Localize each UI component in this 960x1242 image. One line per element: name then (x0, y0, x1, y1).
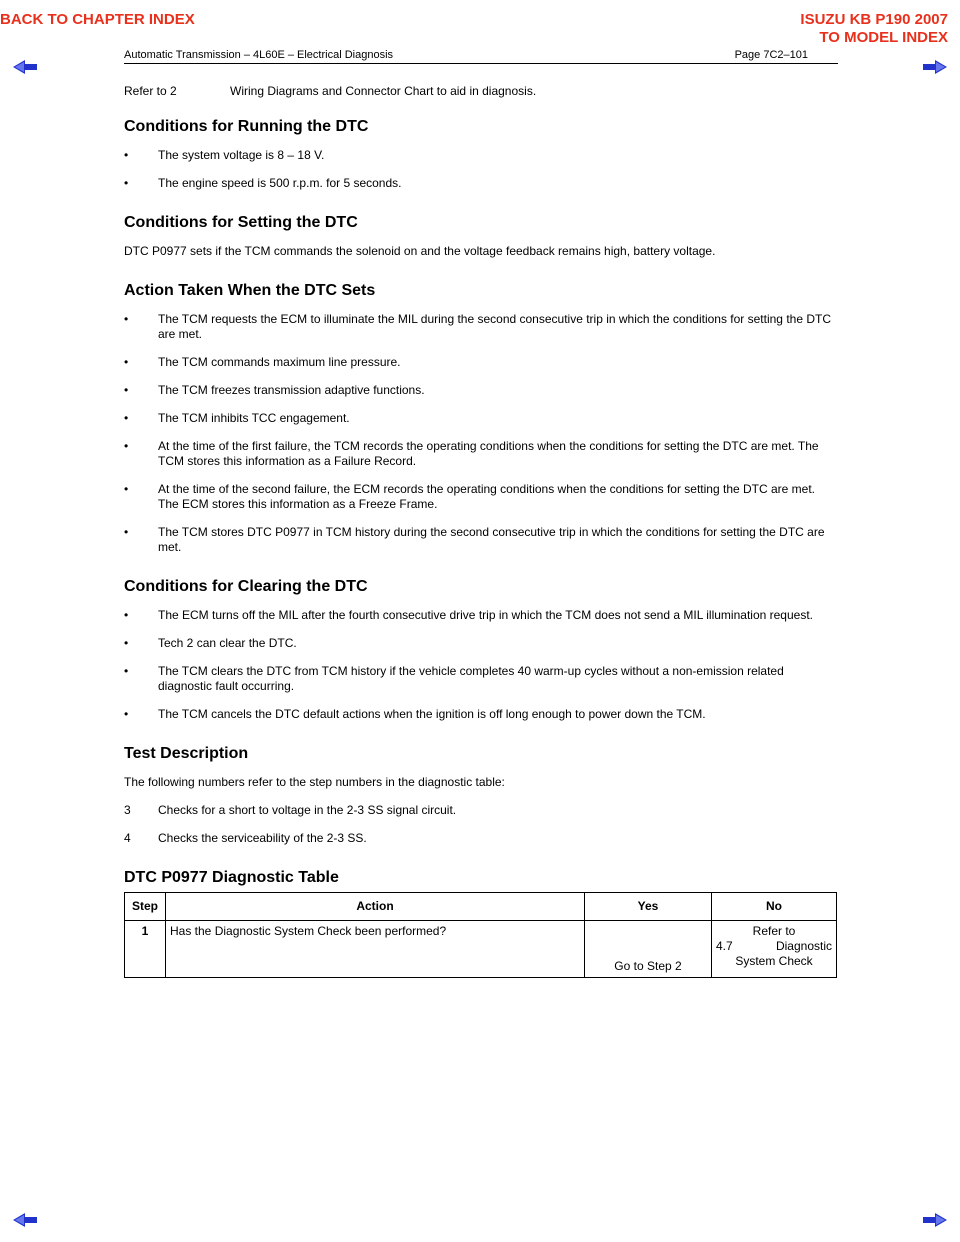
list-item-text: The TCM cancels the DTC default actions when the ignition is off long enough to power down the TCM. (158, 707, 706, 721)
section-title: Test Description (124, 745, 249, 762)
bullet-icon: • (124, 439, 129, 453)
no-line: System Check (735, 954, 813, 968)
refer-prefix: Refer to 2 (124, 84, 177, 98)
bullet-icon: • (124, 148, 129, 162)
section-title: Conditions for Setting the DTC (124, 214, 358, 231)
list-item-text: At the time of the first failure, the TCM records the operating conditions when the conditions for setting the DTC are met. The TCM stores this information as a Failure Record. (158, 439, 819, 468)
list-item (124, 439, 836, 469)
section-clearing (124, 577, 836, 722)
bullet-icon: • (124, 411, 129, 425)
list-item (124, 707, 836, 722)
no-cell (712, 921, 837, 978)
list-item-text: The system voltage is 8 – 18 V. (158, 148, 325, 162)
running-header-title: Automatic Transmission – 4L60E – Electrical Diagnosis (124, 49, 394, 61)
table-title: DTC P0977 Diagnostic Table (124, 869, 339, 886)
list-item-text: The engine speed is 500 r.p.m. for 5 seconds. (158, 176, 402, 190)
document-body (124, 84, 836, 978)
list-item-text: The TCM requests the ECM to illuminate the MIL during the second consecutive trip in which the conditions for setting the DTC are met. (158, 312, 831, 341)
back-to-chapter-index-link[interactable]: BACK TO CHAPTER INDEX (0, 11, 195, 28)
list-item (124, 148, 836, 163)
bullet-icon: • (124, 482, 129, 496)
section-title: Conditions for Clearing the DTC (124, 578, 368, 595)
section-title: Conditions for Running the DTC (124, 118, 369, 135)
no-line (716, 939, 832, 954)
to-model-index-link[interactable]: TO MODEL INDEX (819, 29, 948, 46)
test-step-text: Checks for a short to voltage in the 2-3 SS signal circuit. (158, 803, 457, 817)
bullet-icon: • (124, 312, 129, 326)
test-step-number: 4 (124, 831, 131, 845)
section-test (124, 744, 836, 846)
bullet-icon: • (124, 176, 129, 190)
list-item-text: The TCM clears the DTC from TCM history if the vehicle completes 40 warm-up cycles without a non-emission related diagnostic fault occurring. (158, 664, 784, 693)
bullet-icon: • (124, 664, 129, 678)
section-setting (124, 213, 836, 259)
next-page-arrow-icon[interactable] (922, 59, 948, 75)
refer-text: Wiring Diagrams and Connector Chart to aid in diagnosis. (230, 84, 537, 98)
model-title-link[interactable]: ISUZU KB P190 2007 (800, 11, 948, 28)
list-item (124, 482, 836, 512)
yes-cell: Go to Step 2 (585, 921, 712, 978)
next-page-arrow-bottom-icon[interactable] (922, 1212, 948, 1228)
bullet-icon: • (124, 636, 129, 650)
list-item (124, 355, 836, 370)
column-header-step: Step (125, 893, 166, 921)
column-header-yes: Yes (585, 893, 712, 921)
paragraph: DTC P0977 sets if the TCM commands the solenoid on and the voltage feedback remains high, battery voltage. (124, 244, 716, 258)
list-item (124, 383, 836, 398)
list-item-text: Tech 2 can clear the DTC. (158, 636, 297, 650)
list-item (124, 664, 836, 694)
bullet-icon: • (124, 383, 129, 397)
section-action (124, 281, 836, 555)
refer-note (124, 84, 836, 99)
table-row (125, 921, 837, 978)
diagnostic-table (124, 892, 837, 978)
column-header-action: Action (166, 893, 585, 921)
test-step-text: Checks the serviceability of the 2-3 SS. (158, 831, 367, 845)
test-step-number: 3 (124, 803, 131, 817)
table-header-row (125, 893, 837, 921)
list-item-text: The TCM freezes transmission adaptive functions. (158, 383, 425, 397)
list-item (124, 176, 836, 191)
column-header-no: No (712, 893, 837, 921)
test-step-line (124, 831, 836, 846)
page-number: Page 7C2–101 (734, 49, 808, 61)
list-item-text: At the time of the second failure, the ECM records the operating conditions when the conditions for setting the DTC are met. The ECM stores this information as a Freeze Frame. (158, 482, 816, 511)
previous-page-arrow-bottom-icon[interactable] (12, 1212, 38, 1228)
test-step-line (124, 803, 836, 818)
step-cell: 1 (125, 921, 166, 978)
bullet-icon: • (124, 355, 129, 369)
bullet-icon: • (124, 525, 129, 539)
list-item (124, 636, 836, 651)
list-item (124, 525, 836, 555)
paragraph: The following numbers refer to the step numbers in the diagnostic table: (124, 775, 505, 789)
list-item (124, 411, 836, 426)
header-divider (124, 63, 838, 64)
action-cell: Has the Diagnostic System Check been performed? (166, 921, 585, 978)
bullet-icon: • (124, 707, 129, 721)
list-item (124, 608, 836, 623)
list-item-text: The TCM inhibits TCC engagement. (158, 411, 350, 425)
list-item (124, 312, 836, 342)
list-item-text: The TCM commands maximum line pressure. (158, 355, 401, 369)
list-item-text: The ECM turns off the MIL after the fourth consecutive drive trip in which the TCM does not send a MIL illumination request. (158, 608, 813, 622)
bullet-icon: • (124, 608, 129, 622)
no-line: Refer to (752, 924, 796, 938)
no-ref-text: Diagnostic (775, 939, 832, 953)
no-ref-number: 4.7 (716, 939, 733, 953)
previous-page-arrow-icon[interactable] (12, 59, 38, 75)
list-item-text: The TCM stores DTC P0977 in TCM history during the second consecutive trip in which the conditions for setting the DTC are met. (158, 525, 825, 554)
section-running (124, 117, 836, 191)
section-title: Action Taken When the DTC Sets (124, 282, 376, 299)
